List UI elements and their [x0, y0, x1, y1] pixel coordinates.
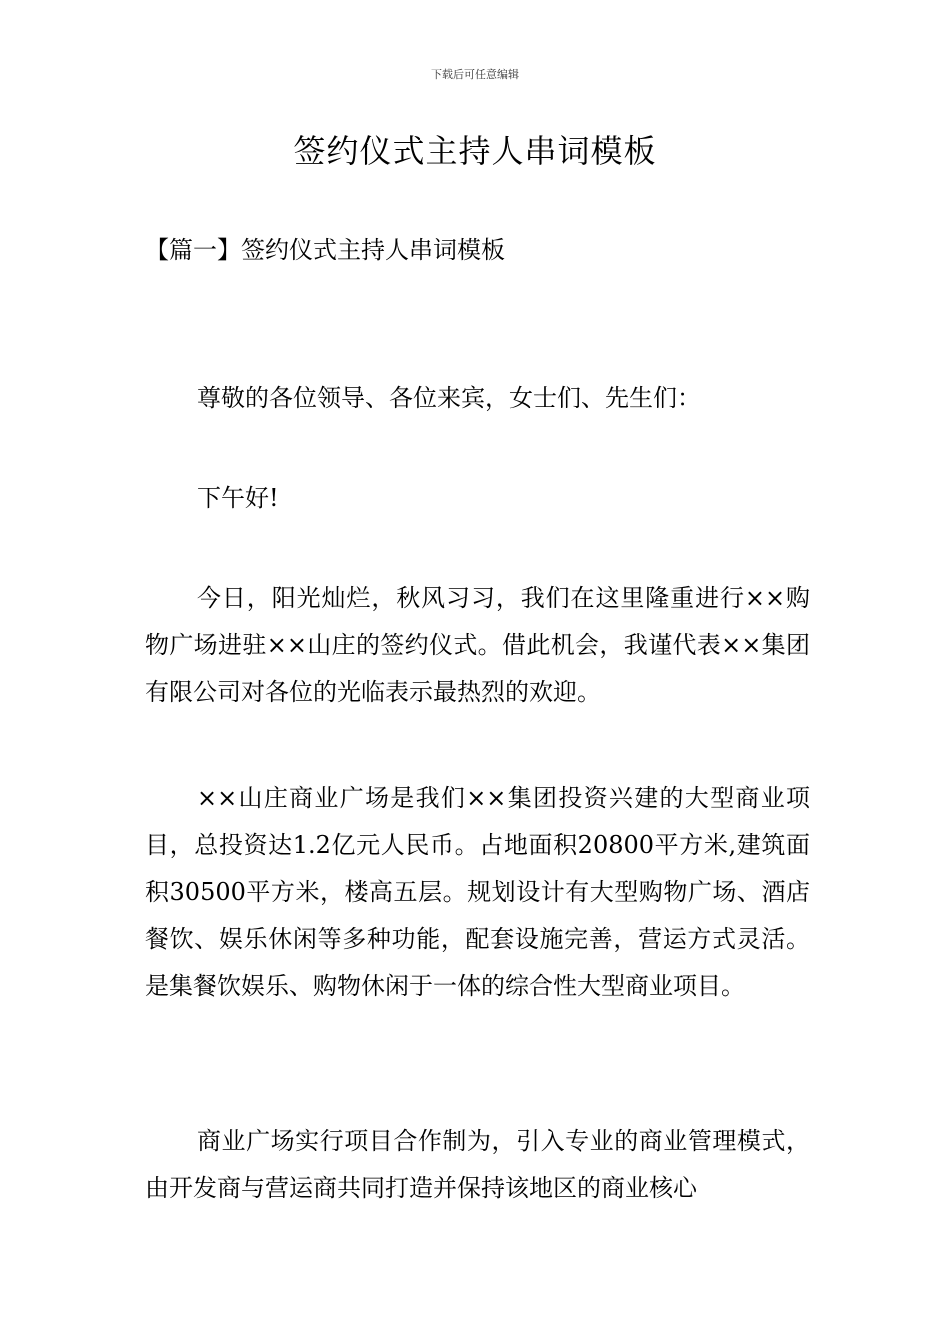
paragraph-cooperation: 商业广场实行项目合作制为，引入专业的商业管理模式，由开发商与营运商共同打造并保持该地区的商业核心	[145, 1127, 810, 1202]
paragraph-greeting-address: 尊敬的各位领导、各位来宾，女士们、先生们：	[197, 384, 701, 412]
header-note: 下载后可任意编辑	[431, 68, 519, 81]
document-title: 签约仪式主持人串词模板	[293, 132, 657, 170]
paragraph-project-intro: ××山庄商业广场是我们××集团投资兴建的大型商业项目，总投资达1.2亿元人民币。占地面积20800平方米,建筑面积30500平方米，楼高五层。规划设计有大型购物广场、酒店餐饮、娱乐休闲等多种功能，配套设施完善，营运方式灵活。是集餐饮娱乐、购物休闲于一体的综合性大型商业项目。	[145, 784, 810, 1000]
paragraph-welcome: 今日，阳光灿烂，秋风习习，我们在这里隆重进行××购物广场进驻××山庄的签约仪式。借此机会，我谨代表××集团有限公司对各位的光临表示最热烈的欢迎。	[145, 584, 810, 706]
section-heading: 【篇一】签约仪式主持人串词模板	[145, 236, 505, 264]
paragraph-greeting: 下午好!	[197, 484, 279, 512]
